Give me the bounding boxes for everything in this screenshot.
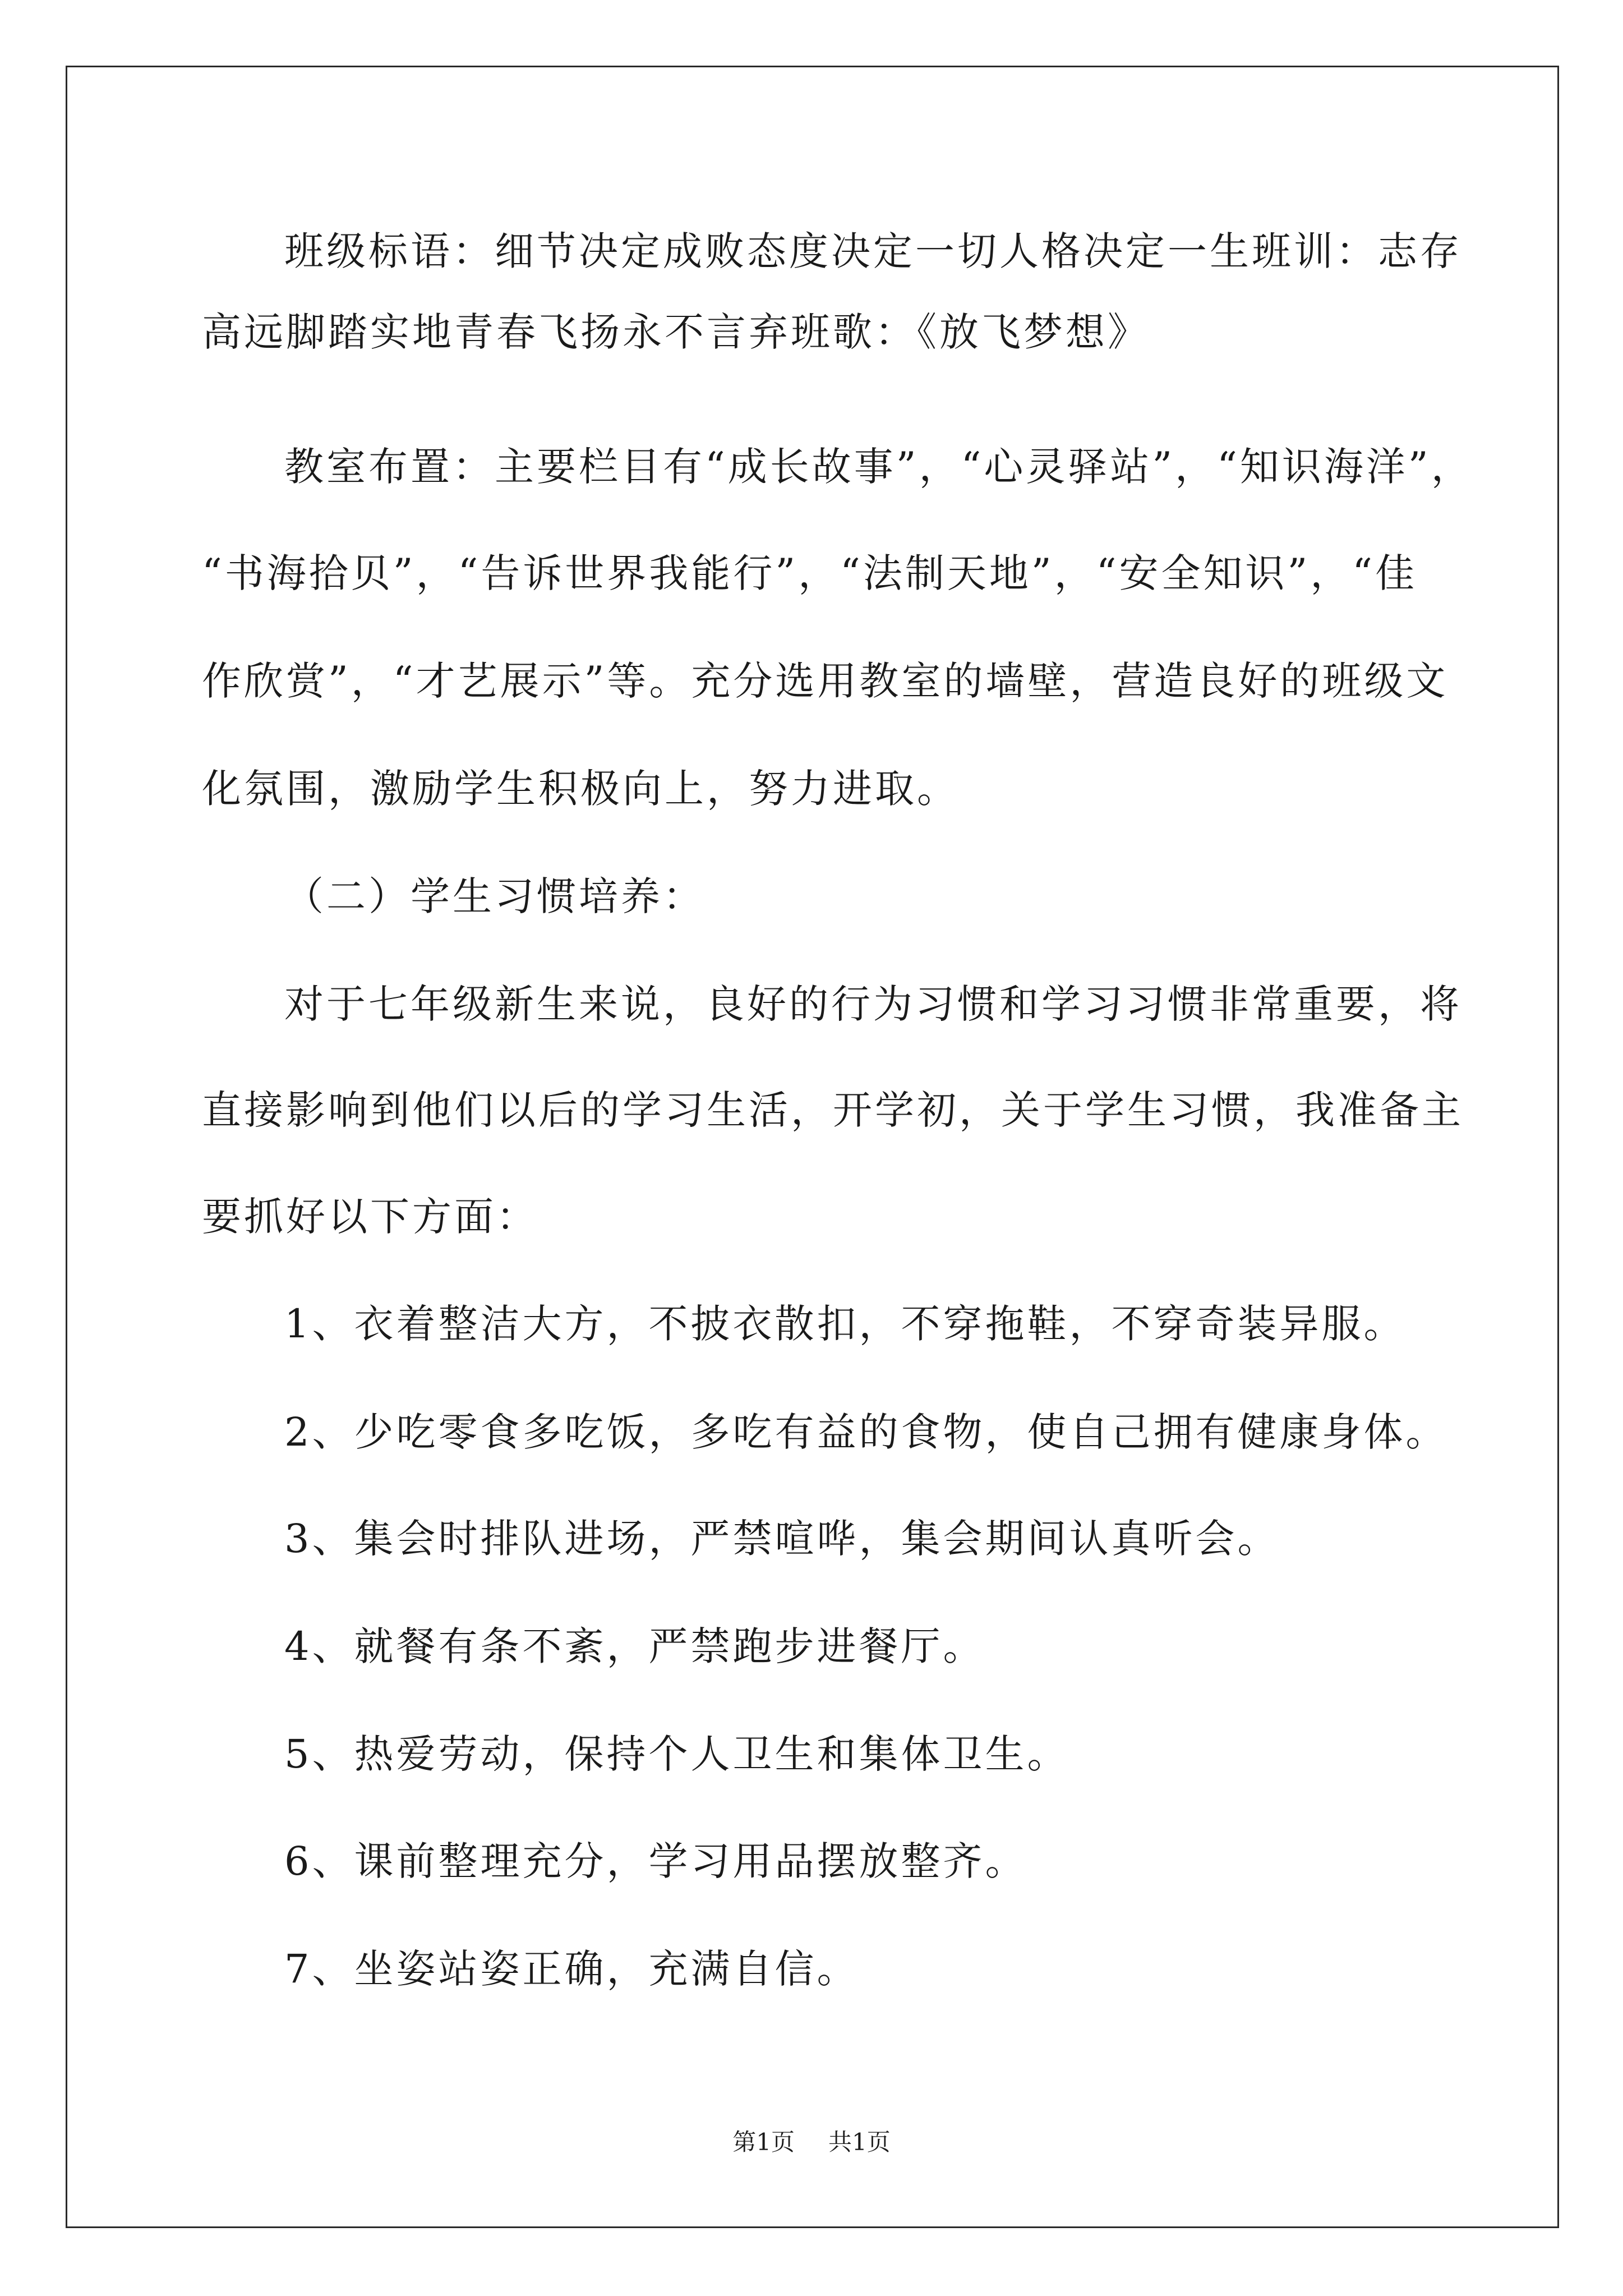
paragraph-line: 高远脚踏实地青春飞扬永不言弃班歌：《放飞梦想》 (202, 309, 1150, 355)
paragraph-line: 作欣赏”，“才艺展示”等。充分选用教室的墙壁，营造良好的班级文 (202, 658, 1449, 704)
list-item: 1、衣着整洁大方，不披衣散扣，不穿拖鞋，不穿奇装异服。 (284, 1301, 1406, 1347)
list-item: 7、坐姿站姿正确，充满自信。 (284, 1946, 859, 1992)
list-item: 3、集会时排队进场，严禁喧哗，集会期间认真听会。 (284, 1516, 1280, 1562)
page-footer (0, 2128, 1623, 2156)
page-total: 共1页 (828, 2128, 891, 2156)
paragraph-line: 要抓好以下方面： (202, 1194, 538, 1240)
list-item: 5、热爱劳动，保持个人卫生和集体卫生。 (284, 1731, 1069, 1777)
paragraph-line: 班级标语：细节决定成败态度决定一切人格决定一生班训：志存 (284, 228, 1462, 274)
paragraph-line: 直接影响到他们以后的学习生活，开学初，关于学生习惯，我准备主 (202, 1087, 1464, 1133)
paragraph-line: “书海拾贝”，“告诉世界我能行”，“法制天地”，“安全知识”，“佳 (202, 550, 1418, 596)
list-item: 4、就餐有条不紊，严禁跑步进餐厅。 (284, 1623, 985, 1669)
paragraph-line: 化氛围，激励学生积极向上，努力进取。 (202, 766, 959, 812)
list-item: 2、少吃零食多吃饭，多吃有益的食物，使自己拥有健康身体。 (284, 1409, 1448, 1455)
page-number: 第1页 (732, 2128, 795, 2156)
page-border (66, 66, 1559, 2228)
paragraph-line: 对于七年级新生来说，良好的行为习惯和学习习惯非常重要，将 (284, 981, 1462, 1027)
paragraph-line: 教室布置：主要栏目有“成长故事”，“心灵驿站”，“知识海洋”， (284, 444, 1473, 490)
section-heading: （二）学生习惯培养： (284, 873, 705, 919)
list-item: 6、课前整理充分，学习用品摆放整齐。 (284, 1838, 1027, 1884)
